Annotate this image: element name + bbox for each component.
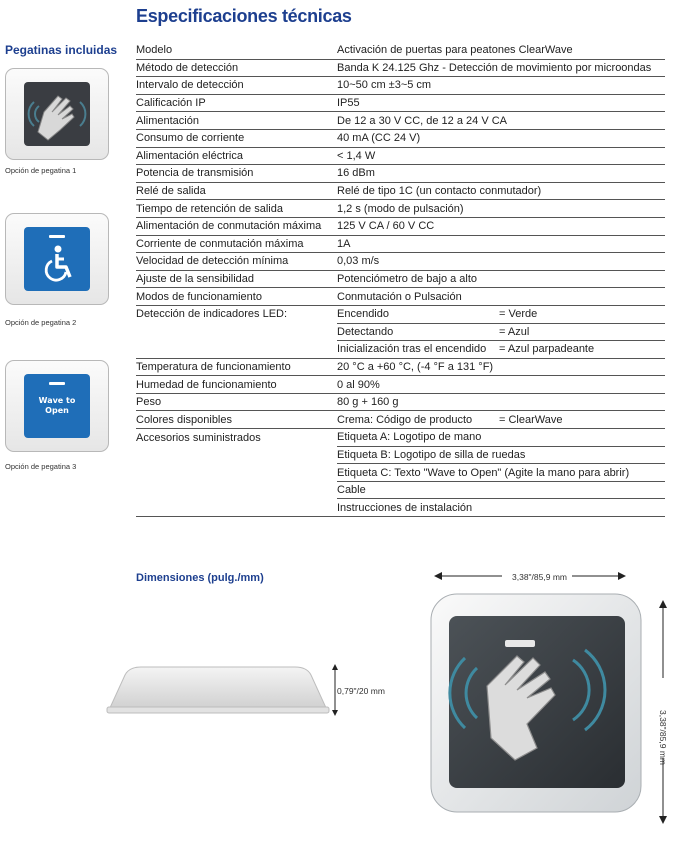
hand-sticker-image: [24, 82, 90, 146]
spec-value: 40 mA (CC 24 V): [337, 129, 665, 147]
spec-value: Cable: [337, 481, 665, 499]
spec-row: [136, 77, 665, 95]
spec-value: Crema: Código de producto: [337, 411, 499, 429]
spec-row: [136, 165, 665, 183]
spec-label: Modelo: [136, 42, 337, 59]
spec-value: 80 g + 160 g: [337, 393, 665, 411]
spec-value: Detectando: [337, 323, 499, 341]
spec-row: [136, 112, 665, 130]
front-view-drawing: [425, 588, 655, 820]
height-dimension: 0,79"/20 mm: [337, 686, 385, 696]
spec-row: [136, 446, 665, 464]
spec-row: [136, 358, 665, 376]
sticker-option-3: [5, 360, 109, 452]
spec-label: Humedad de funcionamiento: [136, 376, 337, 394]
spec-row: [136, 288, 665, 306]
spec-row: [136, 217, 665, 235]
spec-value: Relé de tipo 1C (un contacto conmutador): [337, 182, 665, 200]
wave-to-open-text: Wave to Open: [38, 396, 76, 415]
spec-label: [136, 464, 337, 482]
spec-label: Peso: [136, 393, 337, 411]
spec-label: Consumo de corriente: [136, 129, 337, 147]
spec-row: [136, 341, 665, 359]
spec-label: [136, 323, 337, 341]
spec-label: Intervalo de detección: [136, 77, 337, 95]
spec-value: 20 °C a +60 °C, (-4 °F a 131 °F): [337, 358, 665, 376]
spec-label: Método de detección: [136, 59, 337, 77]
spec-label: Relé de salida: [136, 182, 337, 200]
spec-label: Alimentación: [136, 112, 337, 130]
spec-label: Alimentación de conmutación máxima: [136, 217, 337, 235]
spec-label: Tiempo de retención de salida: [136, 200, 337, 218]
spec-value: Etiqueta A: Logotipo de mano: [337, 429, 665, 447]
spec-value: Activación de puertas para peatones ClearWave: [337, 42, 665, 59]
spec-extra: = ClearWave: [499, 411, 665, 429]
spec-row: [136, 499, 665, 517]
side-profile-drawing: [105, 655, 345, 725]
spec-row: [136, 253, 665, 271]
spec-value: 0 al 90%: [337, 376, 665, 394]
spec-row: [136, 182, 665, 200]
spec-value: 125 V CA / 60 V CC: [337, 217, 665, 235]
spec-label: [136, 341, 337, 359]
spec-row: [136, 429, 665, 447]
sticker-caption-3: Opción de pegatina 3: [5, 462, 77, 471]
spec-row: [136, 235, 665, 253]
hand-icon: [24, 82, 90, 146]
spec-row: [136, 305, 665, 323]
spec-value: Instrucciones de instalación: [337, 499, 665, 517]
spec-label: Velocidad de detección mínima: [136, 253, 337, 271]
spec-table: [136, 42, 665, 517]
sticker-caption-1: Opción de pegatina 1: [5, 166, 77, 175]
dimensions-heading: Dimensiones (pulg./mm): [136, 572, 264, 584]
spec-row: [136, 129, 665, 147]
spec-row: [136, 464, 665, 482]
spec-value: Potenciómetro de bajo a alto: [337, 270, 665, 288]
sticker-caption-2: Opción de pegatina 2: [5, 318, 77, 327]
spec-value: 1,2 s (modo de pulsación): [337, 200, 665, 218]
stickers-heading: Pegatinas incluidas: [5, 43, 118, 57]
spec-value: 0,03 m/s: [337, 253, 665, 271]
spec-value: Encendido: [337, 305, 499, 323]
spec-value: 16 dBm: [337, 165, 665, 183]
spec-row: [136, 481, 665, 499]
spec-row: [136, 59, 665, 77]
width-dimension: 3,38"/85,9 mm: [512, 572, 567, 582]
spec-value: Conmutación o Pulsación: [337, 288, 665, 306]
spec-value: De 12 a 30 V CC, de 12 a 24 V CA: [337, 112, 665, 130]
spec-value: Etiqueta C: Texto "Wave to Open" (Agite la mano para abrir): [337, 464, 665, 482]
sticker-option-1: [5, 68, 109, 160]
spec-label: [136, 499, 337, 517]
wheelchair-sticker-image: [24, 227, 90, 291]
spec-value: Banda K 24.125 Ghz - Detección de movimiento por microondas: [337, 59, 665, 77]
spec-label: Modos de funcionamiento: [136, 288, 337, 306]
spec-value: Etiqueta B: Logotipo de silla de ruedas: [337, 446, 665, 464]
spec-value: IP55: [337, 94, 665, 112]
spec-label: Accesorios suministrados: [136, 431, 261, 444]
spec-value: 10~50 cm ±3~5 cm: [337, 77, 665, 95]
page-title: Especificaciones técnicas: [136, 6, 352, 26]
spec-extra: = Azul parpadeante: [499, 341, 665, 359]
spec-row: [136, 147, 665, 165]
spec-row: [136, 411, 665, 429]
spec-label: Ajuste de la sensibilidad: [136, 270, 337, 288]
spec-row: [136, 42, 665, 59]
spec-label: Detección de indicadores LED:: [136, 308, 288, 321]
spec-row: [136, 200, 665, 218]
spec-row: [136, 270, 665, 288]
spec-label: Potencia de transmisión: [136, 165, 337, 183]
spec-row: [136, 94, 665, 112]
sticker-option-2: [5, 213, 109, 305]
spec-value: 1A: [337, 235, 665, 253]
spec-label: Alimentación eléctrica: [136, 147, 337, 165]
depth-dimension: 3,38"/85,9 mm: [658, 710, 668, 765]
spec-label: [136, 481, 337, 499]
spec-row: [136, 393, 665, 411]
spec-value: Inicialización tras el encendido: [337, 341, 499, 359]
spec-label: Corriente de conmutación máxima: [136, 235, 337, 253]
wave-to-open-sticker-image: [24, 374, 90, 438]
spec-label: Temperatura de funcionamiento: [136, 358, 337, 376]
spec-value: < 1,4 W: [337, 147, 665, 165]
spec-label: Colores disponibles: [136, 411, 337, 429]
spec-row: [136, 376, 665, 394]
spec-label: [136, 446, 337, 464]
spec-extra: = Verde: [499, 305, 665, 323]
spec-label: Calificación IP: [136, 94, 337, 112]
spec-extra: = Azul: [499, 323, 665, 341]
spec-row: [136, 323, 665, 341]
